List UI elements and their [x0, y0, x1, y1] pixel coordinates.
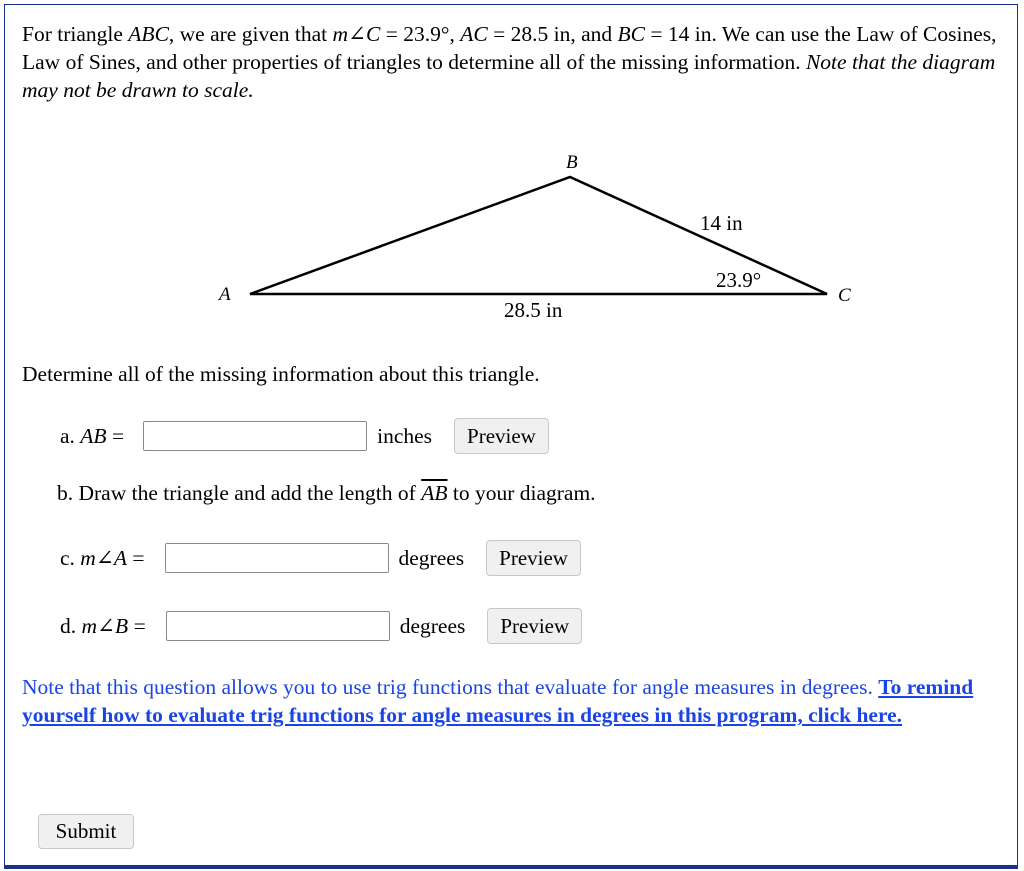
preview-button-d[interactable]: Preview: [487, 608, 582, 644]
side-ac-label: 28.5 in: [504, 298, 563, 322]
part-d-label: d. m∠B =: [60, 613, 146, 638]
preview-button-c[interactable]: Preview: [486, 540, 581, 576]
frame-bottom-rule: [4, 866, 1018, 869]
vertex-b-label: B: [566, 152, 578, 173]
trig-note-text: Note that this question allows you to use trig functions that evaluate for angle measures in degrees.: [22, 675, 879, 699]
triangle-diagram: [0, 140, 1024, 340]
side-bc-label: 14 in: [700, 211, 743, 235]
part-b-text: b. Draw the triangle and add the length of $\overline{AB}$ to your diagram.: [57, 481, 596, 505]
trig-help-link[interactable]: To remind yourself how to evaluate trig functions for angle measures in degrees in this program, click here.: [22, 675, 974, 727]
ab-answer-input[interactable]: [143, 421, 367, 451]
angle-c-label: 23.9°: [716, 268, 762, 292]
vertex-c-label: C: [838, 285, 851, 306]
part-a-unit: inches: [377, 423, 433, 448]
part-c-row: [60, 540, 581, 576]
angle-a-answer-input[interactable]: [165, 543, 389, 573]
vertex-a-label: A: [219, 284, 231, 305]
part-c-unit: degrees: [398, 545, 465, 570]
trig-note: [22, 673, 1007, 729]
part-d-unit: degrees: [399, 613, 466, 638]
preview-button-a[interactable]: Preview: [454, 418, 549, 454]
part-a-row: [60, 418, 549, 454]
scale-note: Note that the diagram may not be drawn to scale.: [22, 50, 996, 102]
part-c-label: c. m∠A =: [60, 545, 145, 570]
angle-b-answer-input[interactable]: [166, 611, 390, 641]
instruction-text: Determine all of the missing information about this triangle.: [22, 362, 540, 386]
part-a-label: a. AB =: [60, 423, 125, 448]
submit-button[interactable]: Submit: [38, 814, 134, 849]
part-d-row: [60, 608, 582, 644]
problem-intro: For triangle ABC, we are given that m∠C = 23.9°, AC = 28.5 in, and BC = 14 in. We can use the Law of Cosines, Law of Sines, and other properties of triangles to determine all of the missing information. Note that the diagram may not be drawn to scale.: [22, 22, 997, 102]
